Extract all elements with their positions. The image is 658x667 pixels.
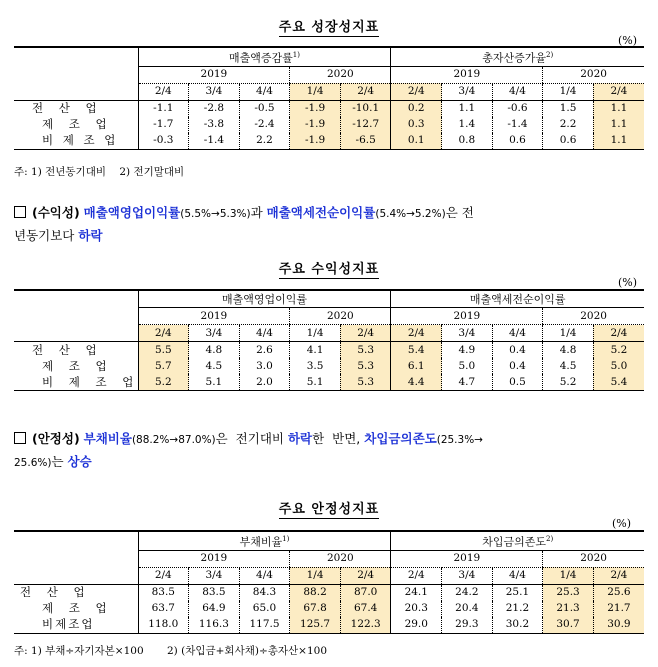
table-cell: 30.9 xyxy=(593,617,644,634)
quarter-header: 3/4 xyxy=(189,567,240,584)
table-cell: 30.7 xyxy=(543,617,594,634)
table-cell: -1.9 xyxy=(290,117,341,133)
table-cell: -1.4 xyxy=(492,117,543,133)
table-row xyxy=(14,133,644,150)
table-cell: 117.5 xyxy=(239,617,290,634)
stability-group1-header: 부채비율$^{1)}$ xyxy=(138,531,391,550)
table-cell: -0.6 xyxy=(492,100,543,117)
row-label: 제 조 업 xyxy=(42,358,113,373)
quarter-header: 3/4 xyxy=(189,83,240,100)
table-cell: 2.6 xyxy=(239,342,290,359)
table-cell: 24.1 xyxy=(391,584,442,601)
body-text: 는 xyxy=(51,454,64,469)
table-cell: 5.2 xyxy=(543,374,594,391)
row-label: 전 산 업 xyxy=(32,342,103,357)
table-cell: -12.7 xyxy=(340,117,391,133)
table-cell: 4.5 xyxy=(543,358,594,374)
stability-unit: (%) xyxy=(612,517,632,530)
keyword: 상승 xyxy=(67,454,92,469)
table-cell: 4.8 xyxy=(189,342,240,359)
table-cell: 25.3 xyxy=(543,584,594,601)
quarter-header: 1/4 xyxy=(543,567,594,584)
table-cell: 5.1 xyxy=(290,374,341,391)
quarter-header: 2/4 xyxy=(391,325,442,342)
profit-group1-header: 매출액영업이익률 xyxy=(138,290,391,308)
quarter-header: 2/4 xyxy=(138,83,189,100)
profit-group2-header: 매출액세전순이익률 xyxy=(391,290,644,308)
table-cell: 2.2 xyxy=(239,133,290,150)
profitability-paragraph xyxy=(14,202,644,246)
table-row xyxy=(14,342,644,359)
table-cell: 5.3 xyxy=(340,342,391,359)
quarter-header: 4/4 xyxy=(492,567,543,584)
table-cell: 0.8 xyxy=(442,133,493,150)
quarter-header: 4/4 xyxy=(492,325,543,342)
table-cell: 2.0 xyxy=(239,374,290,391)
para-head: (안정성) xyxy=(32,431,80,446)
table-cell: 24.2 xyxy=(442,584,493,601)
growth-note: 주: 1) 전년동기대비 2) 전기말대비 xyxy=(14,166,185,178)
quarter-header: 2/4 xyxy=(340,83,391,100)
keyword: 매출액세전순이익률 xyxy=(266,205,376,220)
table-cell: 1.1 xyxy=(442,100,493,117)
table-cell: -6.5 xyxy=(340,133,391,150)
quarter-header: 3/4 xyxy=(189,325,240,342)
table-cell: -0.5 xyxy=(239,100,290,117)
table-cell: 67.4 xyxy=(340,601,391,617)
stability-paragraph xyxy=(14,428,644,474)
quarter-header: 2/4 xyxy=(340,567,391,584)
table-cell: 5.4 xyxy=(391,342,442,359)
table-cell: -3.8 xyxy=(189,117,240,133)
table-cell: -0.3 xyxy=(138,133,189,150)
profit-title: 주요 수익성지표 xyxy=(278,262,380,277)
quarter-header: 2/4 xyxy=(391,567,442,584)
quarter-header: 1/4 xyxy=(543,325,594,342)
growth-title: 주요 성장성지표 xyxy=(278,20,380,35)
quarter-header: 2/4 xyxy=(593,567,644,584)
keyword: 차입금의존도 xyxy=(364,431,437,446)
table-cell: -1.4 xyxy=(189,133,240,150)
row-label: 전 산 업 xyxy=(20,585,91,600)
quarter-header: 2/4 xyxy=(391,83,442,100)
row-label: 제 조 업 xyxy=(42,117,113,132)
table-cell: 63.7 xyxy=(138,601,189,617)
table-cell: 122.3 xyxy=(340,617,391,634)
year-2019: 2019 xyxy=(391,550,543,567)
table-cell: 83.5 xyxy=(189,584,240,601)
year-2019: 2019 xyxy=(138,550,290,567)
quarter-header: 2/4 xyxy=(138,325,189,342)
keyword: 하락 xyxy=(287,431,313,446)
profit-unit: (%) xyxy=(618,276,638,289)
table-cell: -1.9 xyxy=(290,100,341,117)
row-label: 전 산 업 xyxy=(32,101,103,116)
row-label: 제 조 업 xyxy=(42,601,113,616)
table-cell: 5.3 xyxy=(340,374,391,391)
table-cell: -1.7 xyxy=(138,117,189,133)
table-cell: 6.1 xyxy=(391,358,442,374)
quarter-header: 4/4 xyxy=(239,325,290,342)
keyword: 하락 xyxy=(78,228,103,243)
stability-table xyxy=(14,530,644,634)
table-row xyxy=(14,100,644,117)
table-cell: 29.0 xyxy=(391,617,442,634)
quarter-header: 3/4 xyxy=(442,325,493,342)
table-cell: 0.6 xyxy=(492,133,543,150)
table-row xyxy=(14,617,644,634)
value-text: (5.4%→5.2%) xyxy=(375,208,446,220)
table-cell: 67.8 xyxy=(290,601,341,617)
growth-group2-header: 총자산증가율$^{2)}$ xyxy=(391,47,644,66)
year-2020: 2020 xyxy=(543,66,644,83)
keyword: 부채비율 xyxy=(83,431,132,446)
table-cell: 5.2 xyxy=(138,374,189,391)
keyword: 매출액영업이익률 xyxy=(83,205,181,220)
table-cell: 64.9 xyxy=(189,601,240,617)
body-text: 년동기보다 xyxy=(14,228,75,243)
quarter-header: 3/4 xyxy=(442,83,493,100)
quarter-header: 1/4 xyxy=(543,83,594,100)
table-cell: 88.2 xyxy=(290,584,341,601)
table-cell: 5.3 xyxy=(340,358,391,374)
year-2020: 2020 xyxy=(543,550,644,567)
table-cell: 25.1 xyxy=(492,584,543,601)
quarter-header: 2/4 xyxy=(340,325,391,342)
quarter-header: 2/4 xyxy=(593,83,644,100)
body-text: 은 전 xyxy=(445,205,474,220)
year-2020: 2020 xyxy=(290,308,391,325)
growth-group1-header: 매출액증감률$^{1)}$ xyxy=(138,47,391,66)
growth-unit: (%) xyxy=(618,34,638,47)
quarter-header: 4/4 xyxy=(239,567,290,584)
year-2019: 2019 xyxy=(138,308,290,325)
table-cell: 21.2 xyxy=(492,601,543,617)
square-bullet-icon xyxy=(14,206,26,218)
quarter-header: 3/4 xyxy=(442,567,493,584)
table-cell: 87.0 xyxy=(340,584,391,601)
table-cell: 0.4 xyxy=(492,342,543,359)
table-cell: 1.5 xyxy=(543,100,594,117)
body-text: 한 반면, xyxy=(312,431,361,446)
year-2020: 2020 xyxy=(543,308,644,325)
table-cell: 4.4 xyxy=(391,374,442,391)
table-cell: 21.7 xyxy=(593,601,644,617)
table-cell: 116.3 xyxy=(189,617,240,634)
table-cell: 1.1 xyxy=(593,133,644,150)
table-cell: 21.3 xyxy=(543,601,594,617)
profit-table xyxy=(14,289,644,391)
table-cell: 0.2 xyxy=(391,100,442,117)
table-cell: 3.5 xyxy=(290,358,341,374)
table-cell: 1.4 xyxy=(442,117,493,133)
table-cell: 20.3 xyxy=(391,601,442,617)
table-cell: 1.1 xyxy=(593,100,644,117)
table-cell: 4.5 xyxy=(189,358,240,374)
table-cell: 4.8 xyxy=(543,342,594,359)
row-label: 비 제 조 업 xyxy=(14,374,138,391)
table-cell: 5.1 xyxy=(189,374,240,391)
table-cell: -1.1 xyxy=(138,100,189,117)
growth-table xyxy=(14,46,644,150)
quarter-header: 2/4 xyxy=(593,325,644,342)
table-cell: 0.1 xyxy=(391,133,442,150)
body-text: 과 xyxy=(250,205,263,220)
stability-title: 주요 안정성지표 xyxy=(278,502,380,517)
table-cell: 65.0 xyxy=(239,601,290,617)
table-cell: 5.0 xyxy=(593,358,644,374)
table-cell: 0.5 xyxy=(492,374,543,391)
table-cell: 84.3 xyxy=(239,584,290,601)
table-cell: 29.3 xyxy=(442,617,493,634)
table-cell: 0.6 xyxy=(543,133,594,150)
value-text: (88.2%→87.0%) xyxy=(131,434,216,446)
table-cell: 83.5 xyxy=(138,584,189,601)
stability-group2-header: 차입금의존도$^{2)}$ xyxy=(391,531,644,550)
quarter-header: 1/4 xyxy=(290,567,341,584)
table-cell: 5.7 xyxy=(138,358,189,374)
row-label: 비제조업 xyxy=(14,617,138,634)
stability-note: 주: 1) 부채÷자기자본×100 2) (차입금+회사채)÷총자산×100 xyxy=(14,645,328,657)
table-cell: 20.4 xyxy=(442,601,493,617)
table-cell: -10.1 xyxy=(340,100,391,117)
table-cell: 118.0 xyxy=(138,617,189,634)
square-bullet-icon xyxy=(14,432,26,444)
table-row xyxy=(14,374,644,391)
table-cell: 5.4 xyxy=(593,374,644,391)
table-cell: 2.2 xyxy=(543,117,594,133)
value-text: (25.3%→ xyxy=(436,434,483,446)
year-2020: 2020 xyxy=(290,550,391,567)
value-text: 25.6%) xyxy=(14,457,52,469)
table-cell: 4.9 xyxy=(442,342,493,359)
quarter-header: 1/4 xyxy=(290,83,341,100)
table-row xyxy=(14,584,644,601)
table-cell: 5.0 xyxy=(442,358,493,374)
table-cell: 0.4 xyxy=(492,358,543,374)
table-row xyxy=(14,601,644,617)
table-cell: 25.6 xyxy=(593,584,644,601)
table-cell: 0.3 xyxy=(391,117,442,133)
table-cell: 5.5 xyxy=(138,342,189,359)
table-cell: 30.2 xyxy=(492,617,543,634)
quarter-header: 4/4 xyxy=(492,83,543,100)
quarter-header: 1/4 xyxy=(290,325,341,342)
table-cell: 3.0 xyxy=(239,358,290,374)
body-text: 은 전기대비 xyxy=(215,431,284,446)
year-2019: 2019 xyxy=(138,66,290,83)
row-label: 비 제 조 업 xyxy=(14,133,138,150)
table-cell: -2.8 xyxy=(189,100,240,117)
quarter-header: 4/4 xyxy=(239,83,290,100)
year-2019: 2019 xyxy=(391,66,543,83)
quarter-header: 2/4 xyxy=(138,567,189,584)
value-text: (5.5%→5.3%) xyxy=(180,208,251,220)
table-row xyxy=(14,358,644,374)
year-2020: 2020 xyxy=(290,66,391,83)
table-cell: -2.4 xyxy=(239,117,290,133)
para-head: (수익성) xyxy=(32,205,80,220)
table-cell: 4.7 xyxy=(442,374,493,391)
table-cell: 125.7 xyxy=(290,617,341,634)
table-cell: 4.1 xyxy=(290,342,341,359)
year-2019: 2019 xyxy=(391,308,543,325)
table-cell: 1.1 xyxy=(593,117,644,133)
table-cell: 5.2 xyxy=(593,342,644,359)
table-cell: -1.9 xyxy=(290,133,341,150)
table-row xyxy=(14,117,644,133)
